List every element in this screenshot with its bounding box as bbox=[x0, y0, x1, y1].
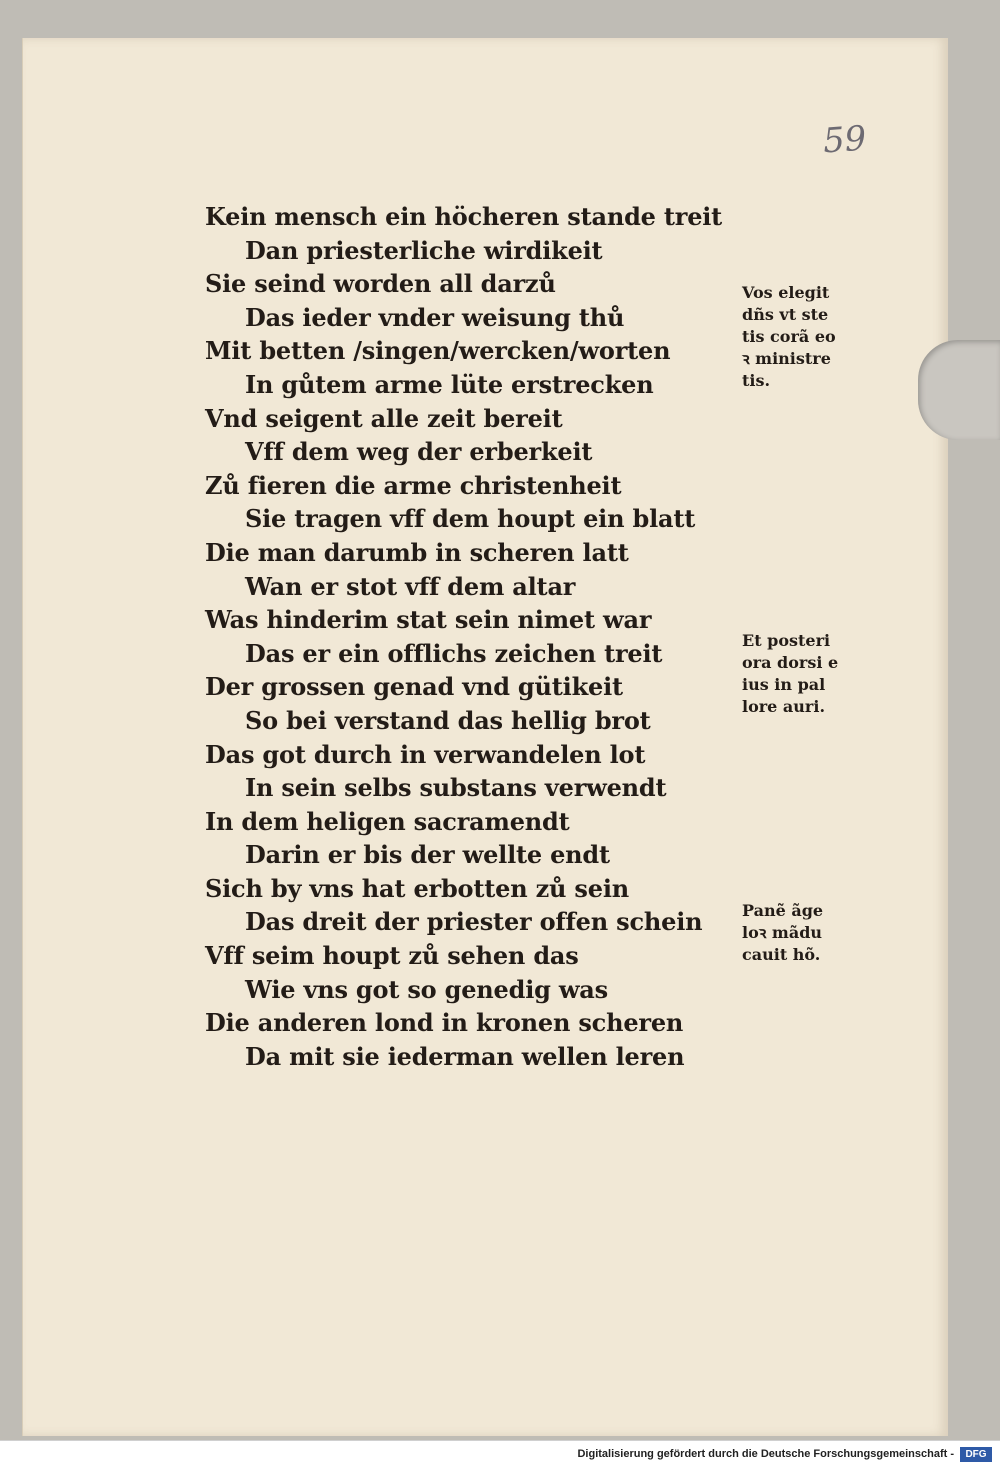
verse-line: Die man darumb in scheren latt bbox=[205, 537, 629, 567]
gloss-line: loꝛ mãdu bbox=[742, 923, 823, 942]
gloss-line: Vos elegit bbox=[742, 283, 830, 302]
verse-line: Sie tragen vff dem houpt ein blatt bbox=[245, 504, 696, 534]
verse-line: Wie vns got so genedig was bbox=[245, 974, 608, 1004]
verse-line: Mit betten /singen/wercken/worten bbox=[205, 336, 671, 366]
marginal-gloss bbox=[742, 630, 862, 718]
verse-line: Der grossen genad vnd gütikeit bbox=[205, 672, 623, 702]
footer-credit: Digitalisierung gefördert durch die Deutsche Forschungsgemeinschaft - bbox=[577, 1448, 954, 1460]
marginal-gloss bbox=[742, 900, 862, 966]
gloss-line: cauit hõ. bbox=[742, 945, 821, 964]
verse-line: Da mit sie iederman wellen leren bbox=[245, 1041, 685, 1071]
verse-line: So bei verstand das hellig brot bbox=[245, 705, 651, 735]
verse-line: Die anderen lond in kronen scheren bbox=[205, 1008, 684, 1038]
gloss-line: tis. bbox=[742, 371, 771, 390]
verse-line: Sie seind worden all darzů bbox=[205, 269, 556, 299]
verse-line: In dem heligen sacramendt bbox=[205, 806, 570, 836]
gloss-line: ora dorsi e bbox=[742, 653, 839, 672]
page-tab-marker bbox=[918, 340, 1000, 440]
verse-line: Darin er bis der wellte endt bbox=[245, 840, 610, 870]
verse-line: Vff seim houpt zů sehen das bbox=[205, 941, 579, 971]
gloss-line: tis corã eo bbox=[742, 327, 836, 346]
gloss-line: dñs vt ste bbox=[742, 305, 829, 324]
verse-line: Das er ein offlichs zeichen treit bbox=[245, 638, 663, 668]
gloss-line: ꝛ ministre bbox=[742, 349, 831, 368]
footer-bar bbox=[0, 1440, 1000, 1469]
verse-line: Vff dem weg der erberkeit bbox=[245, 437, 593, 467]
marginal-gloss bbox=[742, 282, 862, 392]
verse-line: Sich by vns hat erbotten zů sein bbox=[205, 873, 629, 903]
verse-text bbox=[205, 200, 723, 1073]
verse-line: In gůtem arme lüte erstrecken bbox=[245, 369, 654, 399]
page-number: 59 bbox=[821, 118, 868, 162]
verse-line: In sein selbs substans verwendt bbox=[245, 773, 667, 803]
verse-line: Vnd seigent alle zeit bereit bbox=[205, 403, 563, 433]
verse-line: Zů fieren die arme christenheit bbox=[205, 470, 622, 500]
dfg-logo: DFG bbox=[960, 1447, 992, 1462]
verse-line: Wan er stot vff dem altar bbox=[245, 571, 576, 601]
verse-line: Dan priesterliche wirdikeit bbox=[245, 235, 603, 265]
verse-line: Das got durch in verwandelen lot bbox=[205, 739, 646, 769]
gloss-line: lore auri. bbox=[742, 697, 826, 716]
verse-line: Was hinderim stat sein nimet war bbox=[205, 605, 652, 635]
verse-line: Das ieder vnder weisung thů bbox=[245, 302, 625, 332]
verse-line: Kein mensch ein höcheren stande treit bbox=[205, 202, 723, 231]
gloss-line: ius in pal bbox=[742, 675, 826, 694]
gloss-line: Panẽ ãge bbox=[742, 901, 824, 920]
gloss-line: Et posteri bbox=[742, 631, 831, 650]
verse-line: Das dreit der priester offen schein bbox=[245, 907, 703, 937]
